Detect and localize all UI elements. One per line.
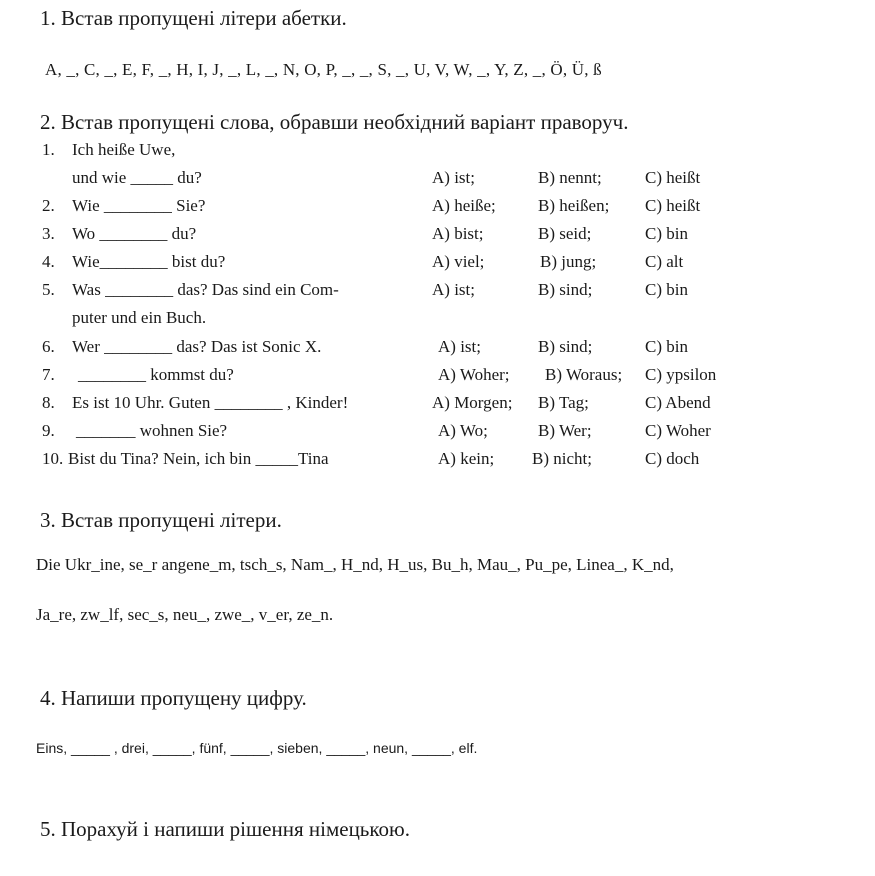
- option-b: B) Tag;: [538, 393, 589, 412]
- option-a: A) kein;: [438, 449, 495, 468]
- item-question: Es ist 10 Uhr. Guten ________ , Kinder!: [72, 393, 349, 412]
- option-c: C) bin: [645, 337, 688, 356]
- option-a: A) bist;: [432, 224, 484, 243]
- option-c: C) Abend: [645, 393, 711, 412]
- option-b: B) Wer;: [538, 421, 592, 440]
- item-question: ________ kommst du?: [78, 365, 234, 384]
- option-b: B) nicht;: [532, 449, 592, 468]
- item-number: 4.: [42, 252, 55, 271]
- item-question-line1: Ich heiße Uwe,: [72, 140, 176, 159]
- item-number: 9.: [42, 421, 55, 440]
- item-number: 6.: [42, 337, 55, 356]
- option-b: B) sind;: [538, 280, 593, 299]
- option-a: A) viel;: [432, 252, 485, 271]
- item-question: Wer ________ das? Das ist Sonic X.: [72, 337, 322, 356]
- option-c: C) ypsilon: [645, 365, 717, 384]
- option-c: C) alt: [645, 252, 684, 271]
- item-question: Wie ________ Sie?: [72, 196, 206, 215]
- item-question: Wie________ bist du?: [72, 252, 226, 271]
- section-1-heading: 1. Встав пропущені літери абетки.: [40, 6, 347, 30]
- option-b: B) seid;: [538, 224, 592, 243]
- option-c: C) Woher: [645, 421, 711, 440]
- option-c: C) heißt: [645, 196, 701, 215]
- section-2-heading: 2. Встав пропущені слова, обравши необхідний варіант праворуч.: [40, 110, 629, 134]
- option-b: B) jung;: [540, 252, 597, 271]
- item-number: 2.: [42, 196, 55, 215]
- item-question-line2: und wie _____ du?: [72, 168, 202, 187]
- section-5-heading: 5. Порахуй і напиши рішення німецькою.: [40, 817, 410, 841]
- option-c: C) bin: [645, 280, 688, 299]
- option-a: A) heiße;: [432, 196, 496, 215]
- option-a: A) ist;: [438, 337, 481, 356]
- option-b: B) sind;: [538, 337, 593, 356]
- item-question-line2: puter und ein Buch.: [72, 308, 207, 327]
- item-number: 8.: [42, 393, 55, 412]
- option-c: C) heißt: [645, 168, 701, 187]
- section-3-heading: 3. Встав пропущені літери.: [40, 508, 282, 532]
- item-question: Wo ________ du?: [72, 224, 197, 243]
- option-a: A) Morgen;: [432, 393, 513, 412]
- item-number: 5.: [42, 280, 55, 299]
- section-4-heading: 4. Напиши пропущену цифру.: [40, 686, 307, 710]
- option-b: B) nennt;: [538, 168, 602, 187]
- missing-letters-line-2: Ja_re, zw_lf, sec_s, neu_, zwe_, v_er, ze_n.: [36, 605, 334, 624]
- option-b: B) Woraus;: [545, 365, 623, 384]
- option-a: A) Wo;: [438, 421, 488, 440]
- item-question: _______ wohnen Sie?: [76, 421, 228, 440]
- item-number: 10.: [42, 449, 64, 468]
- item-question: Bist du Tina? Nein, ich bin _____Tina: [68, 449, 329, 468]
- item-question-line1: Was ________ das? Das sind ein Com-: [72, 280, 339, 299]
- option-c: C) bin: [645, 224, 688, 243]
- option-c: C) doch: [645, 449, 700, 468]
- missing-number-line: Eins, _____ , drei, _____, fünf, _____, sieben, _____, neun, _____, elf.: [36, 740, 478, 756]
- option-a: A) ist;: [432, 280, 475, 299]
- item-number: 3.: [42, 224, 55, 243]
- item-number: 1.: [42, 140, 55, 159]
- missing-letters-line-1: Die Ukr_ine, se_r angene_m, tsch_s, Nam_, H_nd, H_us, Bu_h, Mau_, Pu_pe, Linea_, K_nd,: [36, 555, 674, 574]
- alphabet-line: A, _, C, _, E, F, _, H, I, J, _, L, _, N, O, P, _, _, S, _, U, V, W, _, Y, Z, _, Ö, Ü, ß: [45, 60, 602, 79]
- item-number: 7.: [42, 365, 55, 384]
- option-a: A) Woher;: [438, 365, 510, 384]
- option-b: B) heißen;: [538, 196, 610, 215]
- option-a: A) ist;: [432, 168, 475, 187]
